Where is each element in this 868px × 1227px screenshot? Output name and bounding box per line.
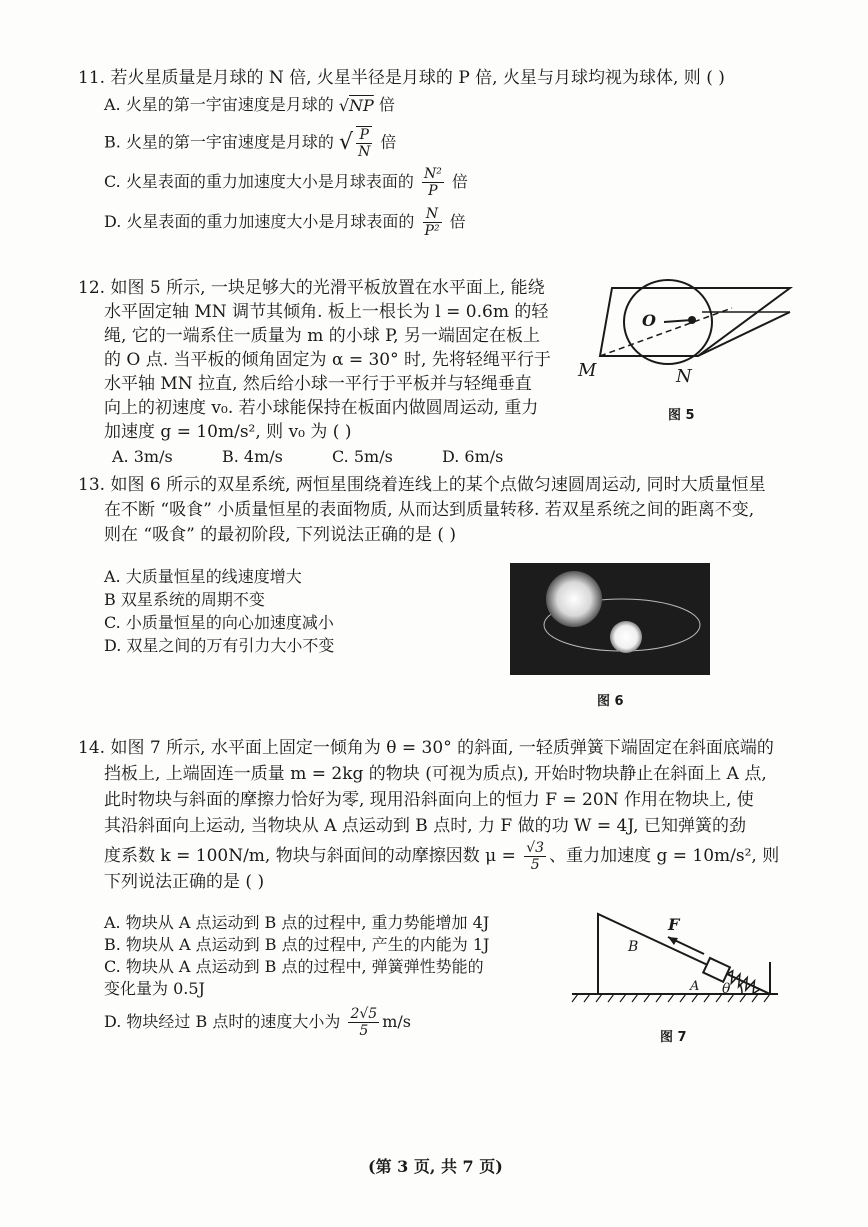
q12-option-d: D. 6m/s: [442, 447, 504, 466]
figure-6-binary-star-photo: [510, 563, 710, 675]
q14-option-c: C. 物块从 A 点运动到 B 点的过程中, 弹簧弹性势能的: [104, 957, 484, 976]
sqrt-symbol: √NP: [338, 95, 374, 115]
q12-line-2: 水平固定轴 MN 调节其倾角. 板上一根长为 l = 0.6m 的轻: [104, 302, 549, 322]
q14-option-d: D. 物块经过 B 点时的速度大小为 $\frac{2√5}{5}$ m/s: [104, 1006, 411, 1039]
q11-stem: 11. 若火星质量是月球的 N 倍, 火星半径是月球的 P 倍, 火星与月球均视为球体, 则 ( ): [78, 68, 725, 88]
q14-option-b: B. 物块从 A 点运动到 B 点的过程中, 产生的内能为 1J: [104, 935, 490, 954]
q13-option-c: C. 小质量恒星的向心加速度减小: [104, 613, 334, 632]
q14-line-7: 下列说法正确的是 ( ): [104, 872, 265, 892]
q13-line-3: 则在 “吸食” 的最初阶段, 下列说法正确的是 ( ): [104, 525, 457, 545]
q14-line-5: 度系数 k = 100N/m, 物块与斜面间的动摩擦因数 μ = $\frac{√3}{5}$ 、重力加速度 g = 10m/s², 则: [104, 840, 780, 873]
q13-option-a: A. 大质量恒星的线速度增大: [104, 567, 302, 586]
q14-line-2: 挡板上, 上端固连一质量 m = 2kg 的物块 (可视为质点), 开始时物块静止在斜面上 A 点,: [104, 764, 767, 784]
q12-line-5: 水平轴 MN 拉直, 然后给小球一平行于平板并与轻绳垂直: [104, 374, 532, 394]
q13-line-1: 13. 如图 6 所示的双星系统, 两恒星围绕着连线上的某个点做匀速圆周运动, 同时大质量恒星: [78, 475, 766, 495]
q14-option-c-cont: 变化量为 0.5J: [104, 979, 205, 998]
q13-option-b: B 双星系统的周期不变: [104, 590, 265, 609]
figure-6-caption: 图 6: [597, 694, 624, 709]
q14-line-4: 其沿斜面向上运动, 当物块从 A 点运动到 B 点时, 力 F 做的功 W = 4J, 已知弹簧的劲: [104, 816, 746, 836]
figure-5-label-n: N: [676, 366, 692, 387]
q12-option-b: B. 4m/s: [222, 447, 283, 466]
figure-5-inclined-plate: [580, 278, 800, 418]
q13-option-d: D. 双星之间的万有引力大小不变: [104, 636, 335, 655]
q11-option-d: D. 火星表面的重力加速度大小是月球表面的 $\frac{N}{\text{P²}}$ 倍: [104, 206, 466, 239]
figure-7-label-f: F: [668, 915, 680, 934]
q12-line-1: 12. 如图 5 所示, 一块足够大的光滑平板放置在水平面上, 能绕: [78, 278, 545, 298]
figure-5-caption: 图 5: [668, 408, 695, 423]
q12-line-6: 向上的初速度 v₀. 若小球能保持在板面内做圆周运动, 重力: [104, 398, 539, 418]
figure-7-label-theta: θ: [722, 981, 731, 997]
q12-option-c: C. 5m/s: [332, 447, 393, 466]
figure-5-label-o: O: [642, 311, 656, 330]
figure-7-label-a: A: [690, 979, 700, 994]
q14-line-1: 14. 如图 7 所示, 水平面上固定一倾角为 θ = 30° 的斜面, 一轻质弹簧下端固定在斜面底端的: [78, 738, 774, 758]
page-footer: (第 3 页, 共 7 页): [368, 1157, 503, 1176]
q12-line-4: 的 O 点. 当平板的倾角固定为 α = 30° 时, 先将轻绳平行于: [104, 350, 551, 370]
figure-5-label-m: M: [578, 360, 597, 381]
q11-option-a: A. 火星的第一宇宙速度是月球的 √NP 倍: [104, 95, 395, 115]
q11-option-b: B. 火星的第一宇宙速度是月球的 √ $\frac{P}{N}$ 倍: [104, 127, 397, 160]
figure-7-label-b: B: [628, 939, 639, 955]
q13-line-2: 在不断 “吸食” 小质量恒星的表面物质, 从而达到质量转移. 若双星系统之间的距离不变,: [104, 500, 755, 520]
q14-option-a: A. 物块从 A 点运动到 B 点的过程中, 重力势能增加 4J: [104, 913, 490, 932]
q12-option-a: A. 3m/s: [112, 447, 173, 466]
figure-7-caption: 图 7: [660, 1030, 687, 1045]
q12-line-7: 加速度 g = 10m/s², 则 v₀ 为 ( ): [104, 422, 352, 442]
q14-line-3: 此时物块与斜面的摩擦力恰好为零, 现用沿斜面向上的恒力 F = 20N 作用在物块上, 使: [104, 790, 754, 810]
binary-star-image: [510, 563, 710, 675]
q11-option-c: C. 火星表面的重力加速度大小是月球表面的 $\frac{\text{N²}}{P}$ 倍: [104, 166, 468, 199]
q12-line-3: 绳, 它的一端系住一质量为 m 的小球 P, 另一端固定在板上: [104, 326, 540, 346]
